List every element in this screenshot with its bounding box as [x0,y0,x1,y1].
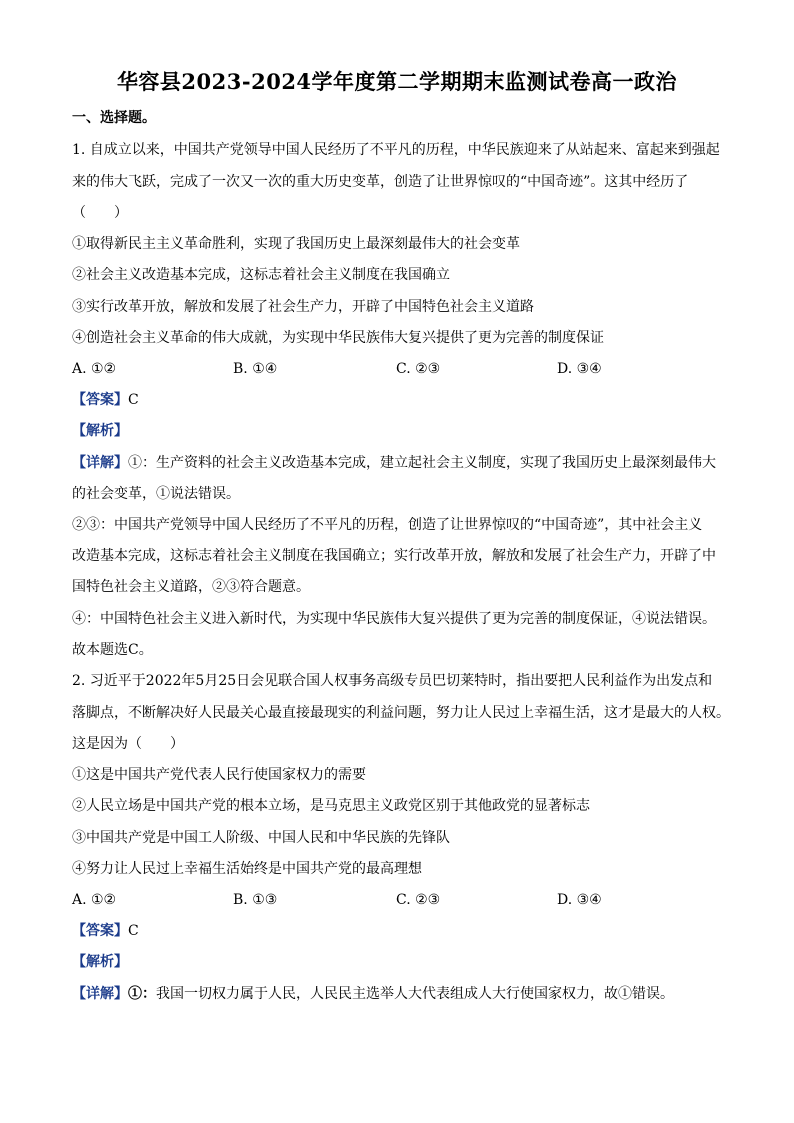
q1-option-c: C. ②③ [396,361,441,377]
q2-stem-line: 落脚点，不断解决好人民最关心最直接最现实的利益问题，努力让人民过上幸福生活，这才是最大的人权。 [72,705,730,721]
q2-choice-item: ④努力让人民过上幸福生活始终是中国共产党的最高理想 [72,861,422,877]
q1-option-b: B. ①④ [233,361,278,377]
q2-stem-line: 这是因为（ ） [72,736,184,752]
q1-choice-item: ①取得新民主主义革命胜利，实现了我国历史上最深刻最伟大的社会变革 [72,236,520,252]
q1-choice-item: ④创造社会主义革命的伟大成就，为实现中华民族伟大复兴提供了更为完善的制度保证 [72,330,604,346]
q1-detail-line: 改造基本完成，这标志着社会主义制度在我国确立；实行改革开放，解放和发展了社会生产力，开辟了中 [72,548,716,564]
analysis-label: 【解析】 [72,423,128,439]
section-heading: 一、选择题。 [72,110,156,126]
answer-value: C [128,392,139,408]
q1-choice-item: ②社会主义改造基本完成，这标志着社会主义制度在我国确立 [72,267,450,283]
q2-choice-item: ②人民立场是中国共产党的根本立场，是马克思主义政党区别于其他政党的显著标志 [72,798,590,814]
q2-analysis [72,952,128,972]
q2-detail-line [72,984,674,1004]
q2-option-c: C. ②③ [396,892,441,908]
q1-detail-line: 国特色社会主义道路，②③符合题意。 [72,579,310,595]
q2-stem-line: 2. 习近平于2022年5月25日会见联合国人权事务高级专员巴切莱特时，指出要把人民利益作为出发点和 [72,673,713,689]
q1-detail-line: ④：中国特色社会主义进入新时代，为实现中华民族伟大复兴提供了更为完善的制度保证，④说法错误。 [72,611,716,627]
q2-answer [72,921,139,941]
detail-marker: ①： [128,986,156,1002]
answer-value: C [128,923,139,939]
q1-stem-line: 1. 自成立以来，中国共产党领导中国人民经历了不平凡的历程，中华民族迎来了从站起来、富起来到强起 [72,142,720,158]
q1-analysis [72,421,128,441]
q1-stem-line: 来的伟大飞跃，完成了一次又一次的重大历史变革，创造了让世界惊叹的“中国奇迹”。这其中经历了 [72,174,689,190]
q2-choice-item: ①这是中国共产党代表人民行使国家权力的需要 [72,767,366,783]
detail-label: 【详解】 [72,986,128,1002]
q1-answer [72,390,139,410]
detail-text: 我国一切权力属于人民，人民民主选举人大代表组成人大行使国家权力，故①错误。 [156,986,674,1002]
q2-choice-item: ③中国共产党是中国工人阶级、中国人民和中华民族的先锋队 [72,830,450,846]
q2-option-b: B. ①③ [233,892,278,908]
detail-label: 【详解】 [72,455,128,471]
page-title: 华容县2023-2024学年度第二学期期末监测试卷高一政治 [116,69,678,94]
q2-option-d: D. ③④ [557,892,602,908]
q1-option-d: D. ③④ [557,361,602,377]
q1-detail-line [72,453,716,473]
answer-label: 【答案】 [72,923,128,939]
q2-option-a: A. ①② [72,892,117,908]
detail-text: ①：生产资料的社会主义改造基本完成，建立起社会主义制度，实现了我国历史上最深刻最伟大 [128,455,716,471]
q1-choice-item: ③实行改革开放，解放和发展了社会生产力，开辟了中国特色社会主义道路 [72,299,534,315]
q1-option-a: A. ①② [72,361,117,377]
answer-label: 【答案】 [72,392,128,408]
q1-stem-line: （ ） [72,205,128,221]
q1-detail-line: 的社会变革，①说法错误。 [72,486,240,502]
analysis-label: 【解析】 [72,954,128,970]
q1-detail-line: 故本题选C。 [72,642,153,658]
q1-detail-line: ②③：中国共产党领导中国人民经历了不平凡的历程，创造了让世界惊叹的“中国奇迹”，其中社会主义 [72,517,703,533]
